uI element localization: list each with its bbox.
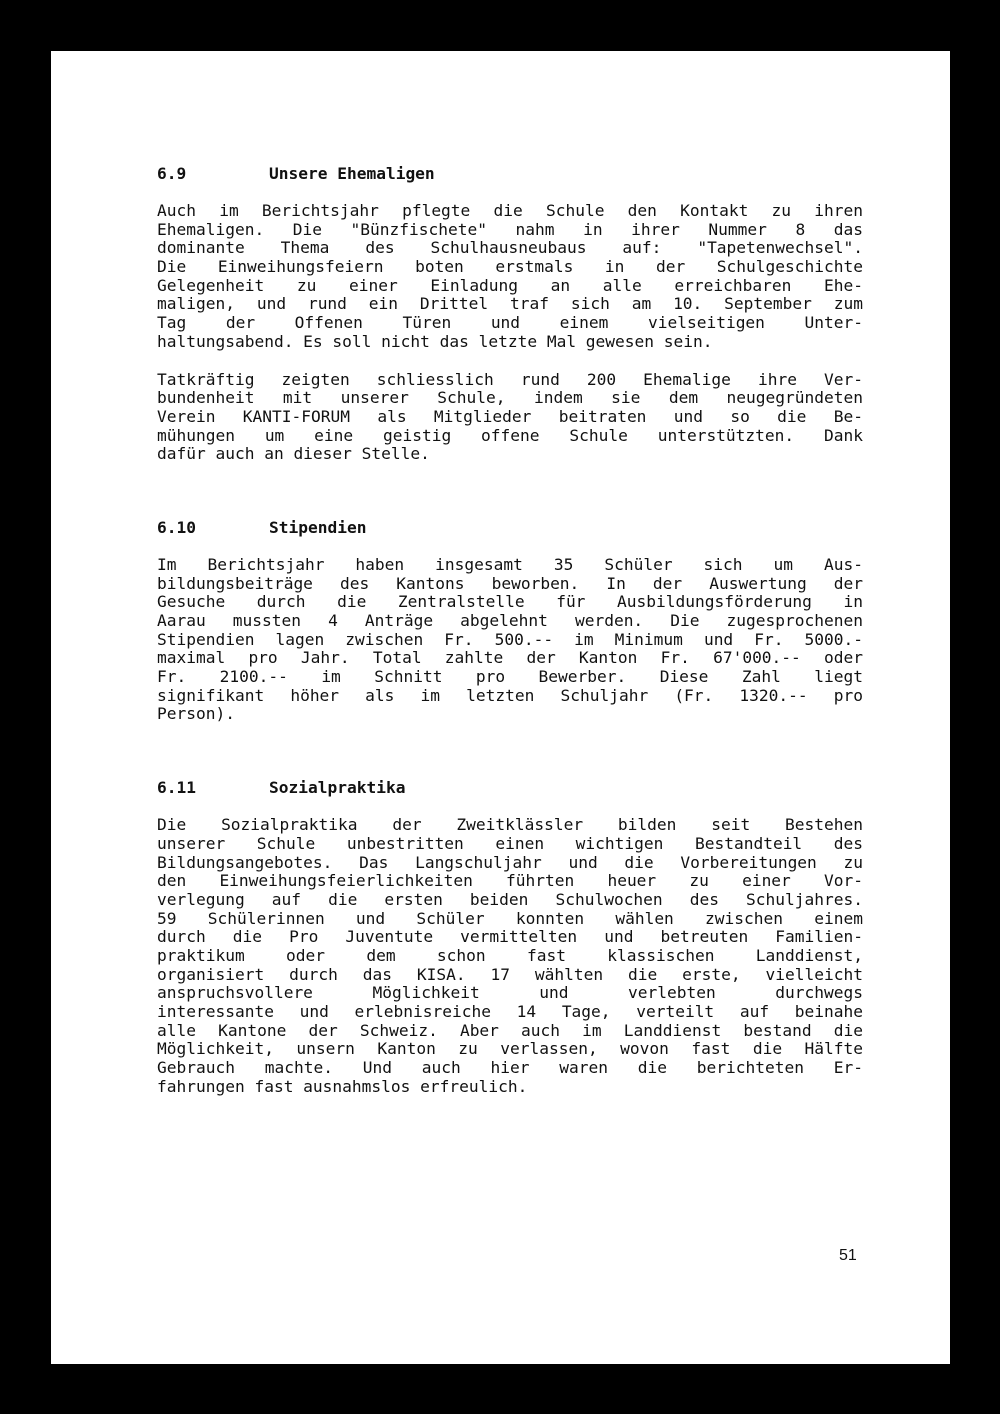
text-line: organisiert durch das KISA. 17 wählten die erste, vielleicht — [157, 964, 863, 984]
text-line: Auch im Berichtsjahr pflegte die Schule den Kontakt zu ihren — [157, 201, 863, 220]
text-line: haltungsabend. Es soll nicht das letzte Mal gewesen sein. — [157, 331, 713, 351]
text-line: dominante Thema des Schulhausneubaus auf: "Tapetenwechsel". — [157, 238, 863, 258]
text-line: Tag der Offenen Türen und einem vielseitigen Unter- — [157, 313, 863, 333]
page-number: 51 — [839, 1247, 857, 1264]
heading-spacer — [157, 183, 863, 202]
text-line: durch die Pro Juventute vermittelten und betreuten Familien- — [157, 927, 863, 947]
section-title: Stipendien — [269, 517, 367, 537]
section-heading — [157, 778, 863, 797]
text-line: maligen, und rund ein Drittel traf sich am 10. September zum — [157, 294, 863, 314]
text-line: fahrungen fast ausnahmslos erfreulich. — [157, 1076, 528, 1096]
text-line: anspruchsvollere Möglichkeit und verlebten durchwegs — [157, 983, 863, 1003]
section-spacer — [157, 724, 863, 778]
text-line: bildungsbeiträge des Kantons beworben. In der Auswertung der — [157, 573, 863, 593]
section-heading — [157, 164, 863, 183]
text-line: den Einweihungsfeierlichkeiten führten heuer zu einer Vor- — [157, 871, 863, 891]
text-line: Gelegenheit zu einer Einladung an alle erreichbaren Ehe- — [157, 275, 863, 295]
text-line: Fr. 2100.-- im Schnitt pro Bewerber. Diese Zahl liegt — [157, 667, 863, 687]
text-line: Person). — [157, 704, 235, 724]
section — [157, 518, 863, 724]
section-spacer — [157, 464, 863, 518]
text-line: interessante und erlebnisreiche 14 Tage, verteilt auf beinahe — [157, 1002, 863, 1021]
document-page — [51, 51, 950, 1364]
text-line: Möglichkeit, unsern Kanton zu verlassen, wovon fast die Hälfte — [157, 1039, 863, 1059]
text-line: Tatkräftig zeigten schliesslich rund 200 Ehemalige ihre Ver- — [157, 369, 863, 389]
section-title: Unsere Ehemaligen — [269, 164, 435, 183]
heading-spacer — [157, 537, 863, 556]
text-line: unserer Schule unbestritten einen wichtigen Bestandteil des — [157, 833, 863, 853]
heading-spacer — [157, 797, 863, 816]
text-line: Stipendien lagen zwischen Fr. 500.-- im Minimum und Fr. 5000.- — [157, 629, 863, 649]
text-line: dafür auch an dieser Stelle. — [157, 444, 430, 464]
text-line: Aarau mussten 4 Anträge abgelehnt werden. Die zugesprochenen — [157, 611, 863, 630]
paragraph — [157, 556, 863, 724]
text-line: alle Kantone der Schweiz. Aber auch im Landdienst bestand die — [157, 1020, 863, 1040]
text-line: praktikum oder dem schon fast klassischen Landdienst, — [157, 945, 863, 965]
section-number: 6.11 — [157, 778, 196, 798]
text-line: bundenheit mit unserer Schule, indem sie dem neugegründeten — [157, 388, 863, 408]
section-title: Sozialpraktika — [269, 778, 406, 798]
text-line: maximal pro Jahr. Total zahlte der Kanton Fr. 67'000.-- oder — [157, 648, 863, 668]
text-line: Ehemaligen. Die "Bünzfischete" nahm in ihrer Nummer 8 das — [157, 219, 863, 239]
text-line: Im Berichtsjahr haben insgesamt 35 Schüler sich um Aus- — [157, 554, 863, 574]
text-line: Die Sozialpraktika der Zweitklässler bilden seit Bestehen — [157, 815, 863, 835]
text-line: signifikant höher als im letzten Schuljahr (Fr. 1320.-- pro — [157, 685, 863, 705]
section-heading — [157, 518, 863, 537]
section — [157, 778, 863, 1096]
section — [157, 164, 863, 464]
paragraph — [157, 816, 863, 1096]
section-number: 6.9 — [157, 164, 187, 183]
document-body — [157, 164, 863, 1096]
paragraph-spacer — [157, 352, 863, 371]
text-line: Die Einweihungsfeiern boten erstmals in der Schulgeschichte — [157, 257, 863, 277]
text-line: mühungen um eine geistig offene Schule unterstützten. Dank — [157, 425, 863, 445]
text-line: Gesuche durch die Zentralstelle für Ausbildungsförderung in — [157, 592, 863, 612]
text-line: verlegung auf die ersten beiden Schulwochen des Schuljahres. — [157, 889, 863, 909]
text-line: Verein KANTI-FORUM als Mitglieder beitraten und so die Be- — [157, 406, 863, 426]
text-line: Bildungsangebotes. Das Langschuljahr und die Vorbereitungen zu — [157, 852, 863, 872]
text-line: 59 Schülerinnen und Schüler konnten wählen zwischen einem — [157, 908, 863, 928]
section-number: 6.10 — [157, 517, 196, 537]
paragraph — [157, 371, 863, 464]
text-line: Gebrauch machte. Und auch hier waren die berichteten Er- — [157, 1058, 863, 1078]
paragraph — [157, 202, 863, 352]
